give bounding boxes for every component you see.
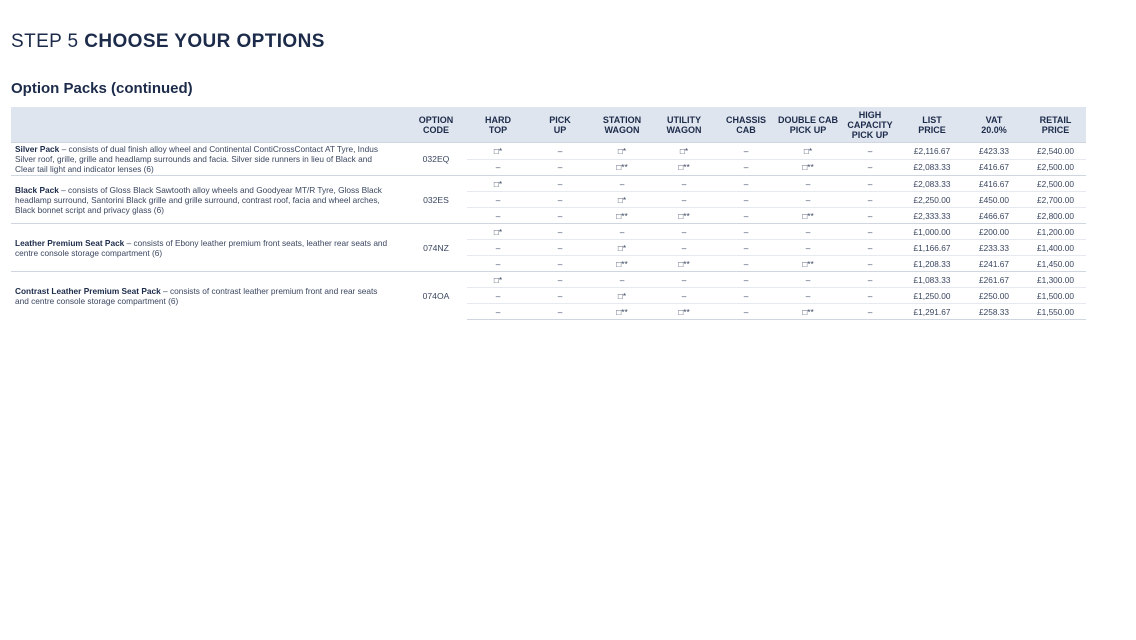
vat-cell: £261.67 <box>963 272 1025 288</box>
vat-cell: £250.00 <box>963 288 1025 304</box>
vat-cell: £241.67 <box>963 256 1025 272</box>
retail-price-cell: £1,400.00 <box>1025 240 1086 256</box>
pack-description <box>11 272 405 320</box>
double-cab-cell: – <box>777 272 839 288</box>
chassis-cab-cell: – <box>715 143 777 160</box>
pick-up-cell: – <box>529 176 591 192</box>
utility-wagon-cell: □* <box>653 143 715 160</box>
pack-description <box>11 224 405 272</box>
hard-top-cell: – <box>467 304 529 320</box>
chassis-cab-cell: – <box>715 256 777 272</box>
hard-top-cell: – <box>467 240 529 256</box>
column-header-option-code: OPTION CODE <box>405 107 467 143</box>
double-cab-cell: □** <box>777 256 839 272</box>
double-cab-cell: □** <box>777 159 839 176</box>
section-title: Option Packs (continued) <box>11 80 193 97</box>
chassis-cab-cell: – <box>715 304 777 320</box>
utility-wagon-cell: – <box>653 272 715 288</box>
double-cab-cell: – <box>777 240 839 256</box>
column-header-retail-price: RETAIL PRICE <box>1025 107 1086 143</box>
station-wagon-cell: □** <box>591 304 653 320</box>
list-price-cell: £1,083.33 <box>901 272 963 288</box>
hard-top-cell: – <box>467 256 529 272</box>
chassis-cab-cell: – <box>715 224 777 240</box>
list-price-cell: £2,083.33 <box>901 159 963 176</box>
double-cab-cell: □** <box>777 304 839 320</box>
list-price-cell: £2,116.67 <box>901 143 963 160</box>
list-price-cell: £1,250.00 <box>901 288 963 304</box>
pick-up-cell: – <box>529 272 591 288</box>
column-header-list-price: LIST PRICE <box>901 107 963 143</box>
utility-wagon-cell: – <box>653 240 715 256</box>
pack-description <box>11 143 405 176</box>
column-header-pick-up: PICK UP <box>529 107 591 143</box>
vat-cell: £416.67 <box>963 176 1025 192</box>
column-header-vat: VAT 20.0% <box>963 107 1025 143</box>
high-capacity-cell: – <box>839 143 901 160</box>
high-capacity-cell: – <box>839 159 901 176</box>
high-capacity-cell: – <box>839 176 901 192</box>
chassis-cab-cell: – <box>715 272 777 288</box>
pick-up-cell: – <box>529 304 591 320</box>
pack-details: – consists of Gloss Black Sawtooth alloy wheels and Goodyear MT/R Tyre, Gloss Black headlamp surround, Santorini Black grille and grille surround, contrast roof, facia and wheel arches, Black bonnet script and privacy glass (6) <box>15 184 382 215</box>
vat-cell: £258.33 <box>963 304 1025 320</box>
pick-up-cell: – <box>529 288 591 304</box>
vat-cell: £423.33 <box>963 143 1025 160</box>
hard-top-cell: – <box>467 288 529 304</box>
high-capacity-cell: – <box>839 272 901 288</box>
pack-name: Leather Premium Seat Pack <box>15 237 125 248</box>
list-price-cell: £1,000.00 <box>901 224 963 240</box>
high-capacity-cell: – <box>839 192 901 208</box>
retail-price-cell: £1,300.00 <box>1025 272 1086 288</box>
vat-cell: £233.33 <box>963 240 1025 256</box>
column-header-station-wagon: STATION WAGON <box>591 107 653 143</box>
list-price-cell: £1,291.67 <box>901 304 963 320</box>
station-wagon-cell: □* <box>591 192 653 208</box>
column-header-high-capacity: HIGH CAPACITY PICK UP <box>839 107 901 143</box>
column-header-double-cab: DOUBLE CAB PICK UP <box>777 107 839 143</box>
pack-details: – consists of contrast leather premium front and rear seats and centre console storage compartment (6) <box>15 285 378 306</box>
chassis-cab-cell: – <box>715 176 777 192</box>
utility-wagon-cell: □** <box>653 304 715 320</box>
list-price-cell: £2,250.00 <box>901 192 963 208</box>
utility-wagon-cell: – <box>653 192 715 208</box>
double-cab-cell: – <box>777 288 839 304</box>
retail-price-cell: £2,540.00 <box>1025 143 1086 160</box>
retail-price-cell: £2,500.00 <box>1025 176 1086 192</box>
table-row <box>11 272 1086 288</box>
list-price-cell: £2,333.33 <box>901 208 963 224</box>
retail-price-cell: £2,800.00 <box>1025 208 1086 224</box>
chassis-cab-cell: – <box>715 288 777 304</box>
option-packs-table <box>11 107 1086 320</box>
hard-top-cell: □* <box>467 272 529 288</box>
vat-cell: £466.67 <box>963 208 1025 224</box>
station-wagon-cell: □** <box>591 256 653 272</box>
pick-up-cell: – <box>529 192 591 208</box>
utility-wagon-cell: – <box>653 224 715 240</box>
utility-wagon-cell: – <box>653 176 715 192</box>
column-header-chassis-cab: CHASSIS CAB <box>715 107 777 143</box>
list-price-cell: £1,166.67 <box>901 240 963 256</box>
high-capacity-cell: – <box>839 224 901 240</box>
station-wagon-cell: – <box>591 224 653 240</box>
retail-price-cell: £1,500.00 <box>1025 288 1086 304</box>
option-code: 032EQ <box>405 143 467 176</box>
hard-top-cell: – <box>467 192 529 208</box>
double-cab-cell: □* <box>777 143 839 160</box>
hard-top-cell: □* <box>467 224 529 240</box>
retail-price-cell: £1,200.00 <box>1025 224 1086 240</box>
double-cab-cell: – <box>777 176 839 192</box>
hard-top-cell: □* <box>467 176 529 192</box>
column-header-hard-top: HARD TOP <box>467 107 529 143</box>
pack-name: Black Pack <box>15 184 59 195</box>
hard-top-cell: – <box>467 159 529 176</box>
retail-price-cell: £1,550.00 <box>1025 304 1086 320</box>
utility-wagon-cell: □** <box>653 208 715 224</box>
column-header-utility-wagon: UTILITY WAGON <box>653 107 715 143</box>
station-wagon-cell: □** <box>591 159 653 176</box>
step-prefix: STEP 5 <box>11 31 79 52</box>
pack-name: Contrast Leather Premium Seat Pack <box>15 285 161 296</box>
hard-top-cell: □* <box>467 143 529 160</box>
table-header-row <box>11 107 1086 143</box>
high-capacity-cell: – <box>839 208 901 224</box>
retail-price-cell: £2,500.00 <box>1025 159 1086 176</box>
double-cab-cell: □** <box>777 208 839 224</box>
pack-name: Silver Pack <box>15 144 60 154</box>
list-price-cell: £2,083.33 <box>901 176 963 192</box>
pick-up-cell: – <box>529 256 591 272</box>
table-body <box>11 143 1086 320</box>
chassis-cab-cell: – <box>715 240 777 256</box>
retail-price-cell: £2,700.00 <box>1025 192 1086 208</box>
pick-up-cell: – <box>529 159 591 176</box>
utility-wagon-cell: – <box>653 288 715 304</box>
station-wagon-cell: □* <box>591 240 653 256</box>
double-cab-cell: – <box>777 192 839 208</box>
high-capacity-cell: – <box>839 288 901 304</box>
table-row <box>11 143 1086 160</box>
step-title: CHOOSE YOUR OPTIONS <box>84 31 325 52</box>
retail-price-cell: £1,450.00 <box>1025 256 1086 272</box>
page-title <box>11 31 325 53</box>
description-header <box>11 107 405 143</box>
table-row <box>11 224 1086 240</box>
pack-description <box>11 176 405 224</box>
option-code: 074NZ <box>405 224 467 272</box>
station-wagon-cell: – <box>591 176 653 192</box>
option-code: 032ES <box>405 176 467 224</box>
station-wagon-cell: – <box>591 272 653 288</box>
pack-details: – consists of Ebony leather premium front seats, leather rear seats and centre console storage compartment (6) <box>15 237 388 258</box>
utility-wagon-cell: □** <box>653 256 715 272</box>
high-capacity-cell: – <box>839 240 901 256</box>
list-price-cell: £1,208.33 <box>901 256 963 272</box>
hard-top-cell: – <box>467 208 529 224</box>
table-row <box>11 176 1086 192</box>
vat-cell: £416.67 <box>963 159 1025 176</box>
pick-up-cell: – <box>529 224 591 240</box>
vat-cell: £200.00 <box>963 224 1025 240</box>
double-cab-cell: – <box>777 224 839 240</box>
high-capacity-cell: – <box>839 256 901 272</box>
pick-up-cell: – <box>529 240 591 256</box>
high-capacity-cell: – <box>839 304 901 320</box>
station-wagon-cell: □* <box>591 143 653 160</box>
station-wagon-cell: □** <box>591 208 653 224</box>
chassis-cab-cell: – <box>715 192 777 208</box>
vat-cell: £450.00 <box>963 192 1025 208</box>
station-wagon-cell: □* <box>591 288 653 304</box>
chassis-cab-cell: – <box>715 159 777 176</box>
pack-details: – consists of dual finish alloy wheel and Continental ContiCrossContact AT Tyre, Indus Silver roof, grille, grille and headlamp surrounds and facia. Silver side runners in lieu of Black and Clear tail light and indicator lenses (6) <box>15 144 378 174</box>
utility-wagon-cell: □** <box>653 159 715 176</box>
option-code: 074OA <box>405 272 467 320</box>
chassis-cab-cell: – <box>715 208 777 224</box>
pick-up-cell: – <box>529 208 591 224</box>
pick-up-cell: – <box>529 143 591 160</box>
